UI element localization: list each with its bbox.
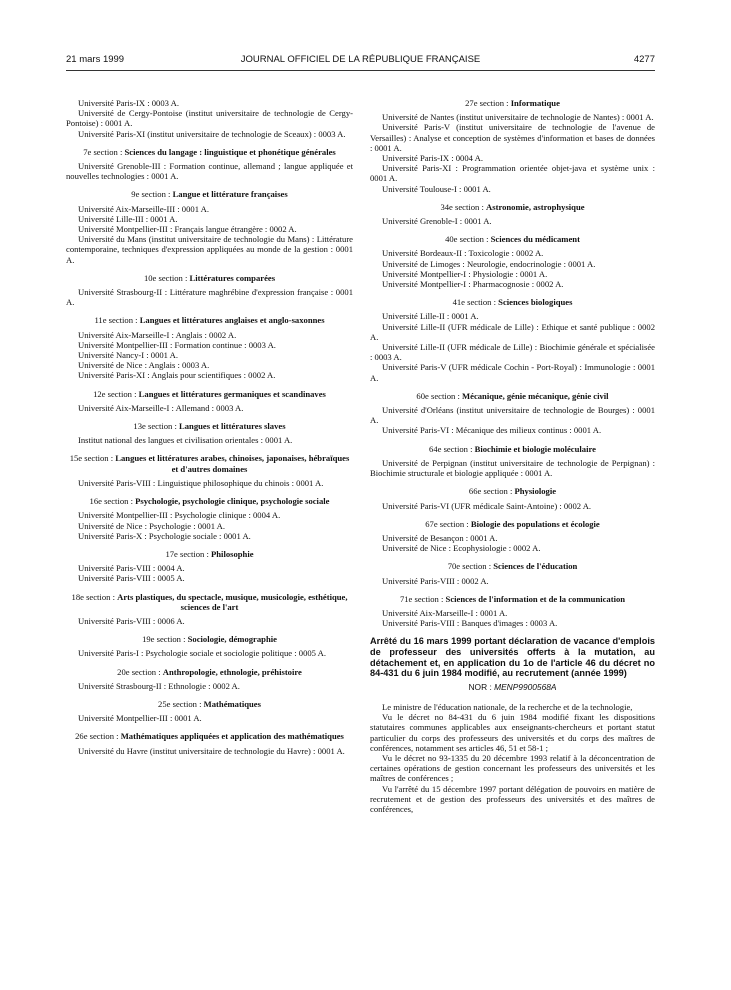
vacancy-entry: Université Paris-V (institut universitaire de technologie de l'avenue de Versailles) : Analyse et conception de systèmes d'information et bases de données : 0001 A. bbox=[370, 122, 655, 153]
section-block bbox=[66, 421, 353, 445]
vacancy-entry: Université Paris-VIII : 0006 A. bbox=[78, 615, 185, 626]
vacancy-entry: Université Paris-XI (institut universitaire de technologie de Sceaux) : 0003 A. bbox=[78, 128, 346, 139]
section-block bbox=[66, 453, 353, 488]
vacancy-entry: Université Montpellier-III : Formation continue : 0003 A. bbox=[78, 339, 276, 350]
vacancy-entry: Université de Perpignan (institut universitaire de technologie de Perpignan) : Biochimie structurale et biologie appliquée : 0001 A. bbox=[370, 457, 655, 479]
vacancy-entry: Université Montpellier-III : Psychologie clinique : 0004 A. bbox=[78, 510, 281, 521]
vacancy-entry: Université Lille-II : 0001 A. bbox=[382, 311, 479, 322]
vacancy-entry: Université de Besançon : 0001 A. bbox=[382, 532, 498, 543]
section-block bbox=[66, 189, 353, 264]
section-title: 25e section : Mathématiques bbox=[158, 698, 261, 709]
section-block bbox=[66, 496, 353, 541]
journal-title: JOURNAL OFFICIEL DE LA RÉPUBLIQUE FRANÇAISE bbox=[240, 54, 481, 65]
section-block bbox=[370, 98, 655, 194]
section-title: 15e section : Langues et littératures arabes, chinoises, japonaises, hébraïques et d'autres domaines bbox=[69, 453, 350, 474]
vacancy-entry: Université de Limoges : Neurologie, endocrinologie : 0001 A. bbox=[382, 258, 596, 269]
vacancy-entry: Université Montpellier-III : Français langue étrangère : 0002 A. bbox=[78, 224, 297, 235]
vacancy-entry: Université Montpellier-III : 0001 A. bbox=[78, 713, 202, 724]
section-block bbox=[370, 561, 655, 585]
section-block bbox=[370, 297, 655, 383]
section-title: 41e section : Sciences biologiques bbox=[452, 297, 573, 308]
section-block bbox=[370, 519, 655, 554]
vacancy-entry: Université Paris-VIII : 0004 A. bbox=[78, 563, 185, 574]
section-block bbox=[370, 234, 655, 289]
section-block bbox=[66, 634, 353, 658]
vacancy-entry: Université Grenoble-I : 0001 A. bbox=[382, 216, 492, 227]
vacancy-entry: Université Paris-VIII : Banques d'images : 0003 A. bbox=[382, 618, 558, 629]
nor-label: NOR : bbox=[468, 681, 495, 692]
vacancy-entry: Université de Nice : Anglais : 0003 A. bbox=[78, 360, 210, 371]
arrete-paragraph: Vu le décret no 93-1335 du 20 décembre 1993 relatif à la déconcentration de certaines opérations de gestion concernant les professeurs des universités et les maîtres de conférences ; bbox=[370, 752, 655, 784]
section-block bbox=[66, 731, 353, 755]
section-title: 66e section : Physiologie bbox=[468, 486, 557, 497]
vacancy-entry: Université Aix-Marseille-III : 0001 A. bbox=[78, 203, 210, 214]
section-title: 27e section : Informatique bbox=[465, 98, 560, 108]
page-header bbox=[66, 54, 655, 68]
vacancy-entry: Université du Mans (institut universitaire de technologie du Mans) : Littérature contemporaine, techniques d'expression appliquées au monde de la gestion : 0001 A. bbox=[66, 234, 353, 265]
section-block bbox=[66, 273, 353, 308]
section-title: 60e section : Mécanique, génie mécanique, génie civil bbox=[416, 390, 609, 401]
vacancy-entry: Université du Havre (institut universitaire de technologie du Havre) : 0001 A. bbox=[78, 745, 345, 756]
vacancy-entry: Université Lille-II (UFR médicale de Lille) : Biochimie générale et spécialisée : 0003 A. bbox=[370, 342, 655, 363]
page-number: 4277 bbox=[633, 54, 655, 65]
section-title: 7e section : Sciences du langage : linguistique et phonétique générales bbox=[83, 146, 336, 157]
vacancy-entry: Université Paris-I : Psychologie sociale et sociologie politique : 0005 A. bbox=[78, 648, 326, 659]
vacancy-entry: Université Nancy-I : 0001 A. bbox=[78, 350, 178, 361]
vacancy-entry: Université Aix-Marseille-I : 0001 A. bbox=[382, 607, 508, 618]
section-title: 40e section : Sciences du médicament bbox=[445, 234, 580, 245]
section-title: 19e section : Sociologie, démographie bbox=[142, 634, 277, 645]
section-title: 10e section : Littératures comparées bbox=[143, 272, 276, 283]
vacancy-entry: Université Paris-VI : Mécanique des milieux continus : 0001 A. bbox=[382, 425, 602, 436]
section-title: 34e section : Astronomie, astrophysique bbox=[440, 201, 585, 212]
section-block bbox=[370, 444, 655, 479]
section-block bbox=[370, 486, 655, 510]
left-column bbox=[66, 98, 353, 764]
section-block bbox=[66, 147, 353, 182]
vacancy-entry: Université Strasbourg-II : Littérature maghrébine d'expression française : 0001 A. bbox=[66, 287, 353, 308]
section-title: 12e section : Langues et littératures germaniques et scandinaves bbox=[93, 388, 326, 399]
section-title: 70e section : Sciences de l'éducation bbox=[447, 561, 578, 572]
section-block bbox=[66, 592, 353, 627]
vacancy-entry: Université Paris-VIII : 0002 A. bbox=[382, 575, 489, 586]
section-block bbox=[370, 202, 655, 226]
section-block bbox=[66, 98, 353, 139]
vacancy-entry: Université Paris-VIII : 0005 A. bbox=[78, 573, 185, 584]
section-block bbox=[66, 389, 353, 413]
vacancy-entry: Université Strasbourg-II : Ethnologie : 0002 A. bbox=[78, 680, 240, 691]
arrete-paragraph: Vu l'arrêté du 15 décembre 1997 portant délégation de pouvoirs en matière de recrutement et de gestion des professeurs des universités et des maîtres de conférences, bbox=[370, 783, 655, 814]
vacancy-entry: Institut national des langues et civilisation orientales : 0001 A. bbox=[78, 435, 293, 446]
vacancy-entry: Université Paris-V (UFR médicale Cochin - Port-Royal) : Immunologie : 0001 A. bbox=[370, 362, 655, 383]
section-title: 9e section : Langue et littérature françaises bbox=[131, 189, 288, 200]
nor-code: MENP9900568A bbox=[494, 681, 557, 692]
section-title: 13e section : Langues et littératures slaves bbox=[133, 421, 286, 432]
section-block bbox=[370, 391, 655, 436]
vacancy-entry: Université de Cergy-Pontoise (institut universitaire de technologie de Cergy-Pontoise) : 0001 A. bbox=[66, 108, 353, 129]
section-title: 67e section : Biologie des populations et écologie bbox=[425, 518, 600, 529]
vacancy-entry: Université Lille-II (UFR médicale de Lille) : Ethique et santé publique : 0002 A. bbox=[370, 321, 655, 342]
vacancy-entry: Université Paris-IX : 0004 A. bbox=[382, 153, 483, 164]
arrete-body bbox=[370, 702, 655, 814]
vacancy-entry: Université Paris-VIII : Linguistique philosophique du chinois : 0001 A. bbox=[78, 477, 324, 488]
vacancy-entry: Université de Nice : Psychologie : 0001 A. bbox=[78, 520, 226, 531]
vacancy-entry: Université Paris-X : Psychologie sociale : 0001 A. bbox=[78, 530, 251, 541]
section-title: 16e section : Psychologie, psychologie clinique, psychologie sociale bbox=[89, 496, 330, 507]
vacancy-entry: Université de Nice : Ecophysiologie : 0002 A. bbox=[382, 543, 541, 554]
vacancy-entry: Université Toulouse-I : 0001 A. bbox=[382, 183, 491, 194]
right-column-sections bbox=[370, 98, 655, 628]
vacancy-entry: Université Paris-IX : 0003 A. bbox=[78, 98, 179, 108]
vacancy-entry: Université Aix-Marseille-I : Anglais : 0002 A. bbox=[78, 329, 237, 340]
section-block bbox=[370, 594, 655, 629]
vacancy-entry: Université Paris-VI (UFR médicale Saint-Antoine) : 0002 A. bbox=[382, 500, 592, 511]
vacancy-entry: Université Aix-Marseille-I : Allemand : 0003 A. bbox=[78, 402, 244, 413]
section-block bbox=[66, 549, 353, 584]
header-rule bbox=[66, 70, 655, 71]
section-title: 20e section : Anthropologie, ethnologie, préhistoire bbox=[117, 666, 302, 677]
vacancy-entry: Université d'Orléans (institut universitaire de technologie de Bourges) : 0001 A. bbox=[370, 405, 655, 426]
section-block bbox=[66, 315, 353, 380]
arrete-paragraph: Vu le décret no 84-431 du 6 juin 1984 modifié fixant les dispositions statutaires communes applicables aux enseignants-chercheurs et portant statut particulier du corps des professeurs des universités et du corps des maîtres de conférences, notamment ses articles 46, 51 et 58-1 ; bbox=[370, 712, 655, 753]
arrete-paragraph: Le ministre de l'éducation nationale, de la recherche et de la technologie, bbox=[382, 701, 633, 712]
right-column bbox=[370, 98, 655, 814]
section-block bbox=[66, 699, 353, 723]
vacancy-entry: Université de Nantes (institut universitaire de technologie de Nantes) : 0001 A. bbox=[382, 112, 654, 123]
section-title: 64e section : Biochimie et biologie moléculaire bbox=[429, 443, 596, 454]
section-block bbox=[66, 667, 353, 691]
vacancy-entry: Université Lille-III : 0001 A. bbox=[78, 213, 178, 224]
section-title: 18e section : Arts plastiques, du spectacle, musique, musicologie, esthétique, sciences de l'art bbox=[71, 591, 348, 612]
vacancy-entry: Université Montpellier-I : Pharmacognosie : 0002 A. bbox=[382, 279, 564, 290]
vacancy-entry: Université Paris-XI : Anglais pour scientifiques : 0002 A. bbox=[78, 370, 276, 381]
section-title: 71e section : Sciences de l'information et de la communication bbox=[399, 593, 626, 604]
vacancy-entry: Université Bordeaux-II : Toxicologie : 0002 A. bbox=[382, 248, 544, 259]
issue-date: 21 mars 1999 bbox=[66, 54, 125, 65]
vacancy-entry: Université Montpellier-I : Physiologie : 0001 A. bbox=[382, 268, 548, 279]
arrete-title: Arrêté du 16 mars 1999 portant déclaration de vacance d'emplois de professeur des universités offerts à la mutation, au détachement et, en application du 1o de l'article 46 du décret no 84-431 du 6 juin 1984 modifié, au recrutement (année 1999) bbox=[370, 636, 655, 679]
vacancy-entry: Université Grenoble-III : Formation continue, allemand ; langue appliquée et nouvelles technologies : 0001 A. bbox=[66, 161, 353, 182]
nor-reference bbox=[370, 682, 655, 692]
vacancy-entry: Université Paris-XI : Programmation orientée objet-java et système unix : 0001 A. bbox=[370, 163, 655, 184]
section-title: 11e section : Langues et littératures anglaises et anglo-saxonnes bbox=[94, 315, 325, 326]
section-title: 17e section : Philosophie bbox=[165, 548, 254, 559]
section-title: 26e section : Mathématiques appliquées et application des mathématiques bbox=[75, 731, 344, 742]
